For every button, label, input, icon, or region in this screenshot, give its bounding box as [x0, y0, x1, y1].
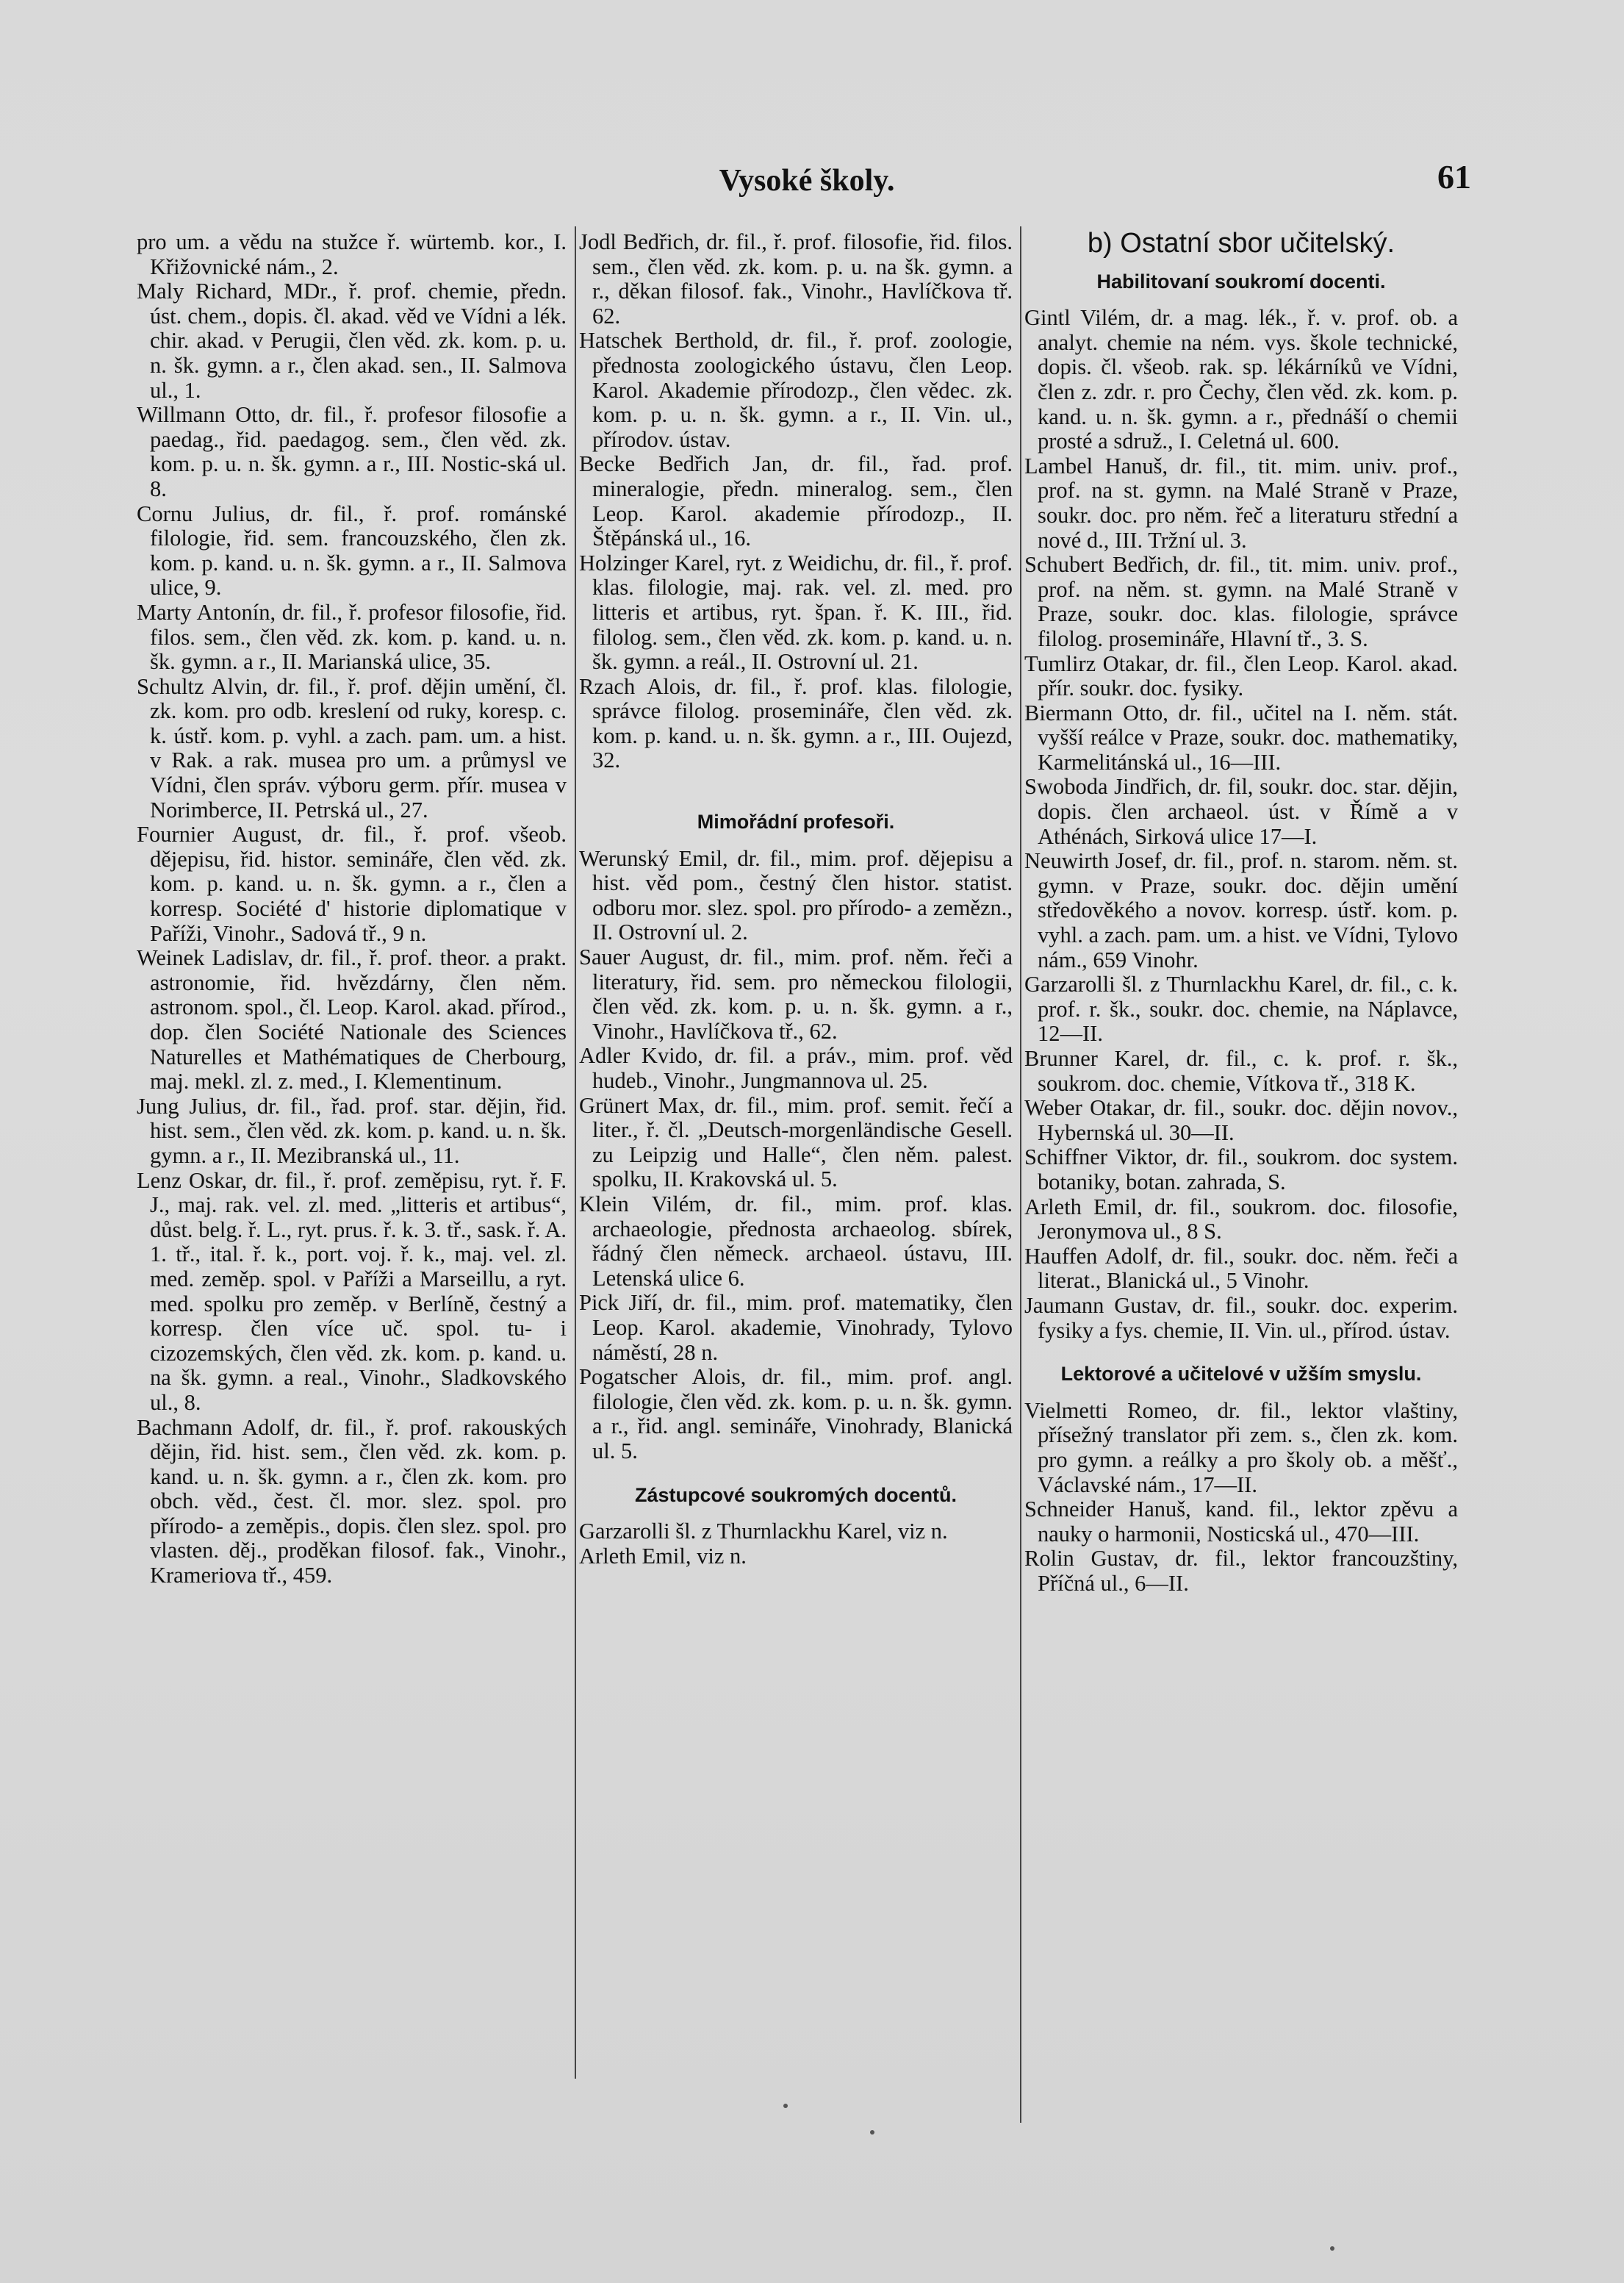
- list-item: Brunner Karel, dr. fil., c. k. prof. r. šk., soukrom. doc. chemie, Vítkova tř., 318 K.: [1024, 1046, 1458, 1096]
- list-item: Willmann Otto, dr. fil., ř. profesor filosofie a paedag., řid. paedagog. sem., člen věd. zk. kom. p. u. n. šk. gymn. a r., III. Nostic-ská ul. 8.: [137, 402, 567, 501]
- list-item: Pick Jiří, dr. fil., mim. prof. matematiky, člen Leop. Karol. akademie, Vinohrady, Tylovo náměstí, 28 n.: [579, 1290, 1013, 1365]
- column-middle: [579, 230, 1013, 1569]
- list-item: Holzinger Karel, ryt. z Weidichu, dr. fil., ř. prof. klas. filologie, maj. rak. vel. zl. med. pro litteris et artibus, ryt. špan. ř. K. III., řid. filolog. sem., člen věd. zk. kom. p. kand. u. n. šk. gymn. a reál., II. Ostrovní ul. 21.: [579, 550, 1013, 675]
- list-item: Vielmetti Romeo, dr. fil., lektor vlaštiny, přísežný translator při zem. s., člen zk. kom. pro gymn. a reálky a pro školy ob. a měšť., Václavské nám., 17—II.: [1024, 1397, 1458, 1497]
- section-heading: Mimořádní profesoři.: [697, 811, 895, 834]
- list-item: Maly Richard, MDr., ř. prof. chemie, předn. úst. chem., dopis. čl. akad. věd ve Vídni a lék. chir. akad. v Perugii, člen věd. zk. kom. p. u. n. šk. gymn. a r., člen akad. sen., II. Salmova ul., 1.: [137, 279, 567, 403]
- list-item: Klein Vilém, dr. fil., mim. prof. klas. archaeologie, přednosta archaeolog. sbírek, řádný člen německ. archaeol. ústavu, III. Letenská ulice 6.: [579, 1191, 1013, 1291]
- list-item: Bachmann Adolf, dr. fil., ř. prof. rakouských dějin, řid. hist. sem., člen věd. zk. kom. p. kand. u. n. šk. gymn. a r., člen zk. kom. pro obch. věd., čest. čl. mor. slez. spol. pro přírodo- a zeměpis., dopis. člen slez. spol. pro vlasten. děj., proděkan filosof. fak., Vinohr., Krameriova tř., 459.: [137, 1414, 567, 1588]
- list-item: pro um. a vědu na stužce ř. würtemb. kor., I. Křižovnické nám., 2.: [137, 229, 567, 279]
- section-heading: Habilitovaní soukromí docenti.: [1096, 270, 1386, 293]
- list-item: Arleth Emil, viz n.: [579, 1543, 747, 1569]
- column-divider: [575, 226, 576, 2079]
- list-item: Rolin Gustav, dr. fil., lektor francouzštiny, Příčná ul., 6—II.: [1024, 1546, 1458, 1596]
- paper-speck: [870, 2130, 874, 2135]
- list-item: Werunský Emil, dr. fil., mim. prof. dějepisu a hist. věd pom., čestný člen histor. statist. odboru mor. slez. spol. pro přírodo- a zemězn., II. Ostrovní ul. 2.: [579, 845, 1013, 945]
- list-item: Jodl Bedřich, dr. fil., ř. prof. filosofie, řid. filos. sem., člen věd. zk. kom. p. u. na šk. gymn. a r., děkan filosof. fak., Vinohr., Havlíčkova tř. 62.: [579, 229, 1013, 329]
- section-heading: Lektorové a učitelové v užším smyslu.: [1060, 1363, 1422, 1386]
- list-item: Rzach Alois, dr. fil., ř. prof. klas. filologie, správce filolog. prosemináře, člen věd. zk. kom. p. kand. u. n. šk. gymn. a r., III. Oujezd, 32.: [579, 673, 1013, 773]
- list-item: Biermann Otto, dr. fil., učitel na I. něm. stát. vyšší reálce v Praze, soukr. doc. mathematiky, Karmelitánská ul., 16—III.: [1024, 700, 1458, 775]
- list-item: Marty Antonín, dr. fil., ř. profesor filosofie, řid. filos. sem., člen věd. zk. kom. p. kand. u. n. šk. gymn. a r., II. Marianská ulice, 35.: [137, 599, 567, 675]
- list-item: Cornu Julius, dr. fil., ř. prof. románské filologie, řid. sem. francouzského, člen zk. kom. p. kand. u. n. šk. gymn. a r., II. Salmova ulice, 9.: [137, 501, 567, 601]
- spacer: [579, 773, 1013, 791]
- page-number: 61: [1437, 158, 1471, 196]
- list-item: Schiffner Viktor, dr. fil., soukrom. doc system. botaniky, botan. zahrada, S.: [1024, 1144, 1458, 1194]
- list-item: Jung Julius, dr. fil., řad. prof. star. dějin, řid. hist. sem., člen věd. zk. kom. p. kand. u. n. šk. gymn. a r., II. Mezibranská ul., 11.: [137, 1093, 567, 1168]
- section-heading: Zástupcové soukromých docentů.: [634, 1483, 957, 1506]
- chapter-heading: b) Ostatní sbor učitelský.: [1087, 228, 1395, 259]
- list-item: Pogatscher Alois, dr. fil., mim. prof. angl. filologie, člen věd. zk. kom. p. u. n. šk. gymn. a r., řid. angl. semináře, Vinohrady, Blanická ul. 5.: [579, 1364, 1013, 1463]
- list-item: Garzarolli šl. z Thurnlackhu Karel, viz n.: [579, 1519, 948, 1544]
- list-item: Fournier August, dr. fil., ř. prof. všeob. dějepisu, řid. histor. semináře, člen věd. zk. kom. p. kand. u. n. šk. gymn. a r., člen a korresp. Société d' historie diplomatique v Paříži, Vinohr., Sadová tř., 9 n.: [137, 822, 567, 946]
- list-item: Hauffen Adolf, dr. fil., soukr. doc. něm. řeči a literat., Blanická ul., 5 Vinohr.: [1024, 1243, 1458, 1294]
- list-item: Neuwirth Josef, dr. fil., prof. n. starom. něm. st. gymn. v Praze, soukr. doc. dějin umění středověkého a novov. korresp. ústř. kom. p. vyhl. a zach. pam. um. a hist. ve Vídni, Tylovo nám., 659 Vinohr.: [1024, 848, 1458, 972]
- list-item: Becke Bedřich Jan, dr. fil., řad. prof. mineralogie, předn. mineralog. sem., člen Leop. Karol. akademie přírodozp., II. Štěpánská ul., 16.: [579, 451, 1013, 551]
- list-item: Lambel Hanuš, dr. fil., tit. mim. univ. prof., prof. na st. gymn. na Malé Straně v Praze, soukr. doc. pro něm. řeč a literaturu střední a nové d., III. Tržní ul. 3.: [1024, 453, 1458, 553]
- column-left: [137, 230, 567, 1588]
- paper-speck: [1330, 2246, 1334, 2251]
- list-item: Tumlirz Otakar, dr. fil., člen Leop. Karol. akad. přír. soukr. doc. fysiky.: [1024, 651, 1458, 701]
- column-right: [1024, 230, 1458, 1596]
- paper-speck: [783, 2104, 788, 2108]
- list-item: Weber Otakar, dr. fil., soukr. doc. dějin novov., Hybernská ul. 30—II.: [1024, 1095, 1458, 1145]
- list-item: Garzarolli šl. z Thurnlackhu Karel, dr. fil., c. k. prof. r. šk., soukr. doc. chemie, na Náplavce, 12—II.: [1024, 972, 1458, 1047]
- list-item: Adler Kvido, dr. fil. a práv., mim. prof. věd hudeb., Vinohr., Jungmannova ul. 25.: [579, 1043, 1013, 1093]
- list-item: Arleth Emil, dr. fil., soukrom. doc. filosofie, Jeronymova ul., 8 S.: [1024, 1194, 1458, 1244]
- running-header: Vysoké školy.: [719, 164, 895, 198]
- list-item: Swoboda Jindřich, dr. fil, soukr. doc. star. dějin, dopis. člen archaeol. úst. v Římě a v Athénách, Sirková ulice 17—I.: [1024, 774, 1458, 849]
- list-item: Lenz Oskar, dr. fil., ř. prof. zeměpisu, ryt. ř. F. J., maj. rak. vel. zl. med. „litteris et artibus“, důst. belg. ř. L., ryt. prus. ř. k. 3. tř., sask. ř. A. 1. tř., ital. ř. k., port. voj. ř. k., maj. vel. zl. med. zeměp. spol. v Paříži a Marseillu, a ryt. med. spolku pro zeměp. v Berlíně, čestný a korresp. člen více uč. spol. tu- i cizozemských, člen věd. zk. kom. p. kand. u. na šk. gymn. a real., Vinohr., Sladkovského ul., 8.: [137, 1167, 567, 1415]
- list-item: Jaumann Gustav, dr. fil., soukr. doc. experim. fysiky a fys. chemie, II. Vin. ul., přírod. ústav.: [1024, 1292, 1458, 1343]
- list-item: Grünert Max, dr. fil., mim. prof. semit. řečí a liter., ř. čl. „Deutsch-morgenländische Gesell. zu Leipzig und Halle“, člen něm. palest. spolku, II. Krakovská ul. 5.: [579, 1092, 1013, 1192]
- list-item: Schubert Bedřich, dr. fil., tit. mim. univ. prof., prof. na něm. st. gymn. na Malé Straně v Praze, soukr. doc. klas. filologie, správce filolog. prosemináře, Hlavní tř., 3. S.: [1024, 552, 1458, 651]
- list-item: Schultz Alvin, dr. fil., ř. prof. dějin umění, čl. zk. kom. pro odb. kreslení od ruky, koresp. c. k. ústř. kom. p. vyhl. a zach. pam. um. a hist. v Rak. a rak. musea pro um. a průmysl ve Vídni, člen správ. výboru germ. přír. musea v Norimberce, II. Petrská ul., 27.: [137, 673, 567, 822]
- list-item: Hatschek Berthold, dr. fil., ř. prof. zoologie, přednosta zoologického ústavu, člen Leop. Karol. Akademie přírodozp., člen vědec. zk. kom. p. u. n. šk. gymn. a r., II. Vin. ul., přírodov. ústav.: [579, 328, 1013, 452]
- column-divider: [1020, 226, 1021, 2123]
- list-item: Schneider Hanuš, kand. fil., lektor zpěvu a nauky o harmonii, Nosticská ul., 470—III.: [1024, 1497, 1458, 1547]
- list-item: Gintl Vilém, dr. a mag. lék., ř. v. prof. ob. a analyt. chemie na ném. vys. škole technické, dopis. čl. všeob. rak. sp. lékárníků ve Vídni, člen z. zdr. r. pro Čechy, člen věd. zk. kom. p. kand. u. n. šk. gymn. a r., přednáší o chemii prosté a sdruž., I. Celetná ul. 600.: [1024, 305, 1458, 454]
- list-item: Sauer August, dr. fil., mim. prof. něm. řeči a literatury, řid. sem. pro německou filologii, člen věd. zk. kom. p. u. n. šk. gymn. a r., Vinohr., Havlíčkova tř., 62.: [579, 945, 1013, 1044]
- list-item: Weinek Ladislav, dr. fil., ř. prof. theor. a prakt. astronomie, řid. hvězdárny, člen něm. astronom. spol., čl. Leop. Karol. akad. přírod., dop. člen Société Nationale des Sciences Naturelles et Mathématiques de Cherbourg, maj. mekl. zl. z. med., I. Klementinum.: [137, 945, 567, 1094]
